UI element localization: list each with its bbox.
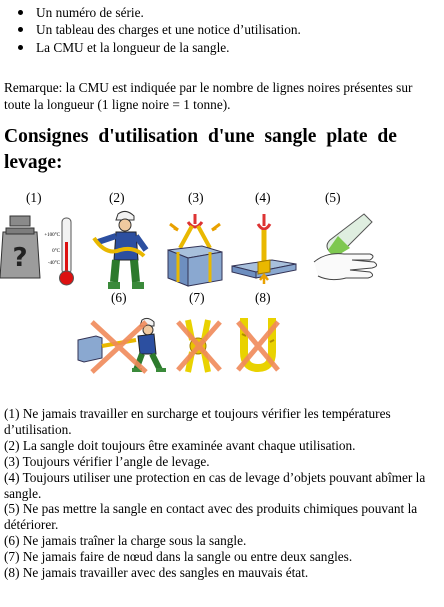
bullet-dot-icon	[18, 27, 23, 32]
rule-item-3: (3) Toujours vérifier l’angle de levage.	[4, 453, 210, 469]
figure-number-5: (5)	[325, 190, 341, 205]
weight-thermometer-illustration	[0, 212, 82, 290]
rule-item-5: (5) Ne pas mettre la sangle en contact avec des produits chimiques pouvant la détériorer.	[4, 501, 418, 533]
figure-number-1: (1)	[26, 190, 42, 205]
bullet-item: Un numéro de série.	[18, 4, 301, 21]
temp-label-high: +100°C	[44, 233, 60, 238]
chemical-contact-illustration	[310, 210, 380, 292]
svg-text:?: ?	[12, 243, 28, 273]
figure-number-6: (6)	[111, 290, 127, 305]
bullet-item: Un tableau des charges et une notice d’utilisation.	[18, 21, 301, 38]
bullet-item: La CMU et la longueur de la sangle.	[18, 39, 301, 56]
rule-item-4: (4) Toujours utiliser une protection en cas de levage d’objets pouvant abîmer la sangle.	[4, 469, 426, 501]
thermometer-icon	[44, 218, 73, 285]
figure-number-7: (7)	[189, 290, 205, 305]
damaged-sling-illustration	[236, 316, 280, 374]
worker-inspecting-illustration	[92, 210, 152, 292]
temp-label-zero: 0°C	[52, 249, 60, 254]
rule-item-8: (8) Ne jamais travailler avec des sangles en mauvais état.	[4, 565, 309, 581]
figure-number-3: (3)	[188, 190, 204, 205]
weight-icon	[0, 216, 40, 278]
bullet-dot-icon	[18, 45, 23, 50]
dragging-load-illustration	[76, 318, 170, 374]
rules-list	[4, 406, 440, 581]
bullet-dot-icon	[18, 10, 23, 15]
sling-protection-illustration	[230, 212, 298, 288]
rule-item-6: (6) Ne jamais traîner la charge sous la sangle.	[4, 533, 247, 549]
figure-number-2: (2)	[109, 190, 125, 205]
temp-label-low: -40°C	[48, 261, 60, 266]
rule-item-2: (2) La sangle doit toujours être examinée avant chaque utilisation.	[4, 437, 356, 453]
figure-number-4: (4)	[255, 190, 271, 205]
figure-number-8: (8)	[255, 290, 271, 305]
knot-sling-illustration	[176, 318, 222, 374]
intro-bullet-list	[18, 4, 301, 56]
rule-item-1: (1) Ne jamais travailler en surcharge et toujours vérifier les températures d’utilisation.	[4, 406, 391, 437]
lifting-angle-illustration	[166, 212, 224, 288]
remark-paragraph: Remarque: la CMU est indiquée par le nombre de lignes noires présentes sur toute la longueur (1 ligne noire = 1 tonne).	[4, 80, 413, 112]
section-heading: Consignes d'utilisation d'une sangle plate de levage:	[4, 126, 397, 173]
cross-icon	[178, 322, 220, 370]
rule-item-7: (7) Ne jamais faire de nœud dans la sangle ou entre deux sangles.	[4, 549, 353, 565]
